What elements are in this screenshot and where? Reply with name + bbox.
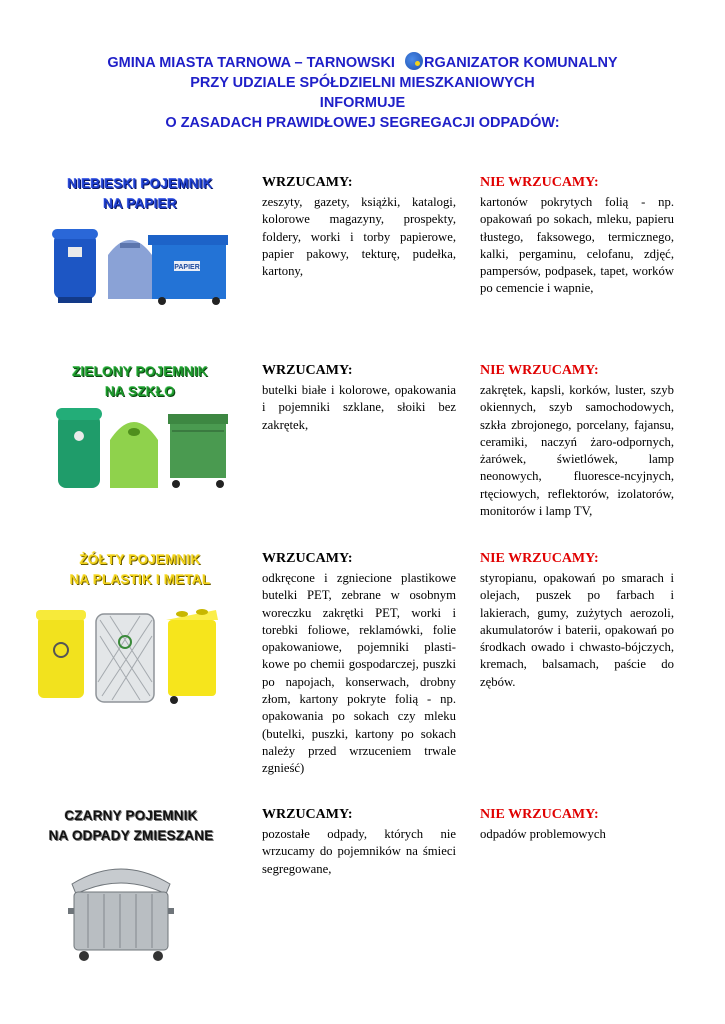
yellow-bins-image <box>36 606 220 706</box>
allowed-column <box>262 174 456 280</box>
forbidden-heading: NIE WRZUCAMY: <box>480 175 599 190</box>
header-line-4: O ZASADACH PRAWIDŁOWEJ SEGREGACJI ODPADÓW: <box>165 115 560 131</box>
page-header <box>0 52 725 133</box>
allowed-text: zeszyty, gazety, książki, katalogi, kolorowe magazyny, prospekty, foldery, worki i torby papierowe, papier pakowy, tekturę, pudełka, kartony, <box>262 195 456 279</box>
forbidden-text: odpadów problemowych <box>480 827 606 841</box>
header-line-1: GMINA MIASTA TARNOWA – TARNOWSKI RGANIZATOR KOMUNALNY <box>0 52 725 73</box>
forbidden-column <box>480 174 674 298</box>
section-mixed <box>0 802 725 992</box>
section-paper <box>0 170 725 340</box>
allowed-heading: WRZUCAMY: <box>262 175 353 190</box>
header-line-2: PRZY UDZIALE SPÓŁDZIELNI MIESZKANIOWYCH <box>190 75 535 91</box>
forbidden-heading: NIE WRZUCAMY: <box>480 363 599 378</box>
forbidden-text: kartonów pokrytych folią - np. opakowań po sokach, mleku, papieru tłustego, faksowego, termicznego, kalki, pergaminu, celofanu, zdjęć, pampersów, podpasek, tapet, worków po cemencie i wapnie, <box>480 195 674 296</box>
forbidden-column <box>480 550 674 691</box>
bin-title: NIEBIESKI POJEMNIK NA PAPIER <box>67 176 213 211</box>
bin-title: ŻÓŁTY POJEMNIK NA PLASTIK I METAL <box>69 552 211 587</box>
allowed-column <box>262 362 456 434</box>
allowed-text: odkręcone i zgniecione plastikowe butelki PET, zebrane w osobnym woreczku zakrętki PET, worki i torebki foliowe, reklamówki, folie opakowaniowe, pojemniki plasti-kowe po chemii gospodarczej, puszki po napojach, konserwach, drobny złom, kartony pokryte folią - np. opakowania po sokach czy mleku (butelki, puszki, kartony po sokach należy przed wrzuceniem trwale zgnieść) <box>262 571 456 776</box>
blue-bins-image <box>50 225 232 305</box>
bin-title: ZIELONY POJEMNIK NA SZKŁO <box>72 364 208 399</box>
allowed-text: butelki białe i kolorowe, opakowania i pojemniki szklane, słoiki bez zakrętek, <box>262 383 456 432</box>
bin-label: PAPIER <box>174 264 200 271</box>
forbidden-heading: NIE WRZUCAMY: <box>480 551 599 566</box>
tok-logo-icon <box>405 52 423 70</box>
forbidden-text: zakrętek, kapsli, korków, luster, szyb okiennych, szyb samochodowych, szkła zbrojonego, porcelany, fajansu, ceramiki, naczyń żaro-odpornych, żarówek, świetlówek, lamp neonowych, fluoresce-ncyjnych, rtęciowych, reflektorów, izolatorów, monitorów i lamp TV, <box>480 383 674 519</box>
forbidden-text: styropianu, opakowań po smarach i olejach, puszek po farbach i lakierach, gumy, zużytych aerozoli, akumulatorów i baterii, opakowań po środkach owado i chwasto-bójczych, kremach, balsamach, paście do zębów. <box>480 571 674 689</box>
bin-title: CZARNY POJEMNIK NA ODPADY ZMIESZANE <box>48 808 214 843</box>
allowed-heading: WRZUCAMY: <box>262 551 353 566</box>
green-bins-image <box>54 404 232 492</box>
allowed-heading: WRZUCAMY: <box>262 807 353 822</box>
allowed-text: pozostałe odpady, których nie wrzucamy do pojemników na śmieci segregowane, <box>262 827 456 876</box>
forbidden-heading: NIE WRZUCAMY: <box>480 807 599 822</box>
section-glass <box>0 358 725 528</box>
forbidden-column <box>480 362 674 520</box>
allowed-heading: WRZUCAMY: <box>262 363 353 378</box>
allowed-column <box>262 550 456 778</box>
metal-bin-image <box>62 854 180 964</box>
allowed-column <box>262 806 456 878</box>
section-plastic-metal <box>0 546 725 776</box>
header-line-3: INFORMUJE <box>319 95 406 111</box>
forbidden-column <box>480 806 674 843</box>
